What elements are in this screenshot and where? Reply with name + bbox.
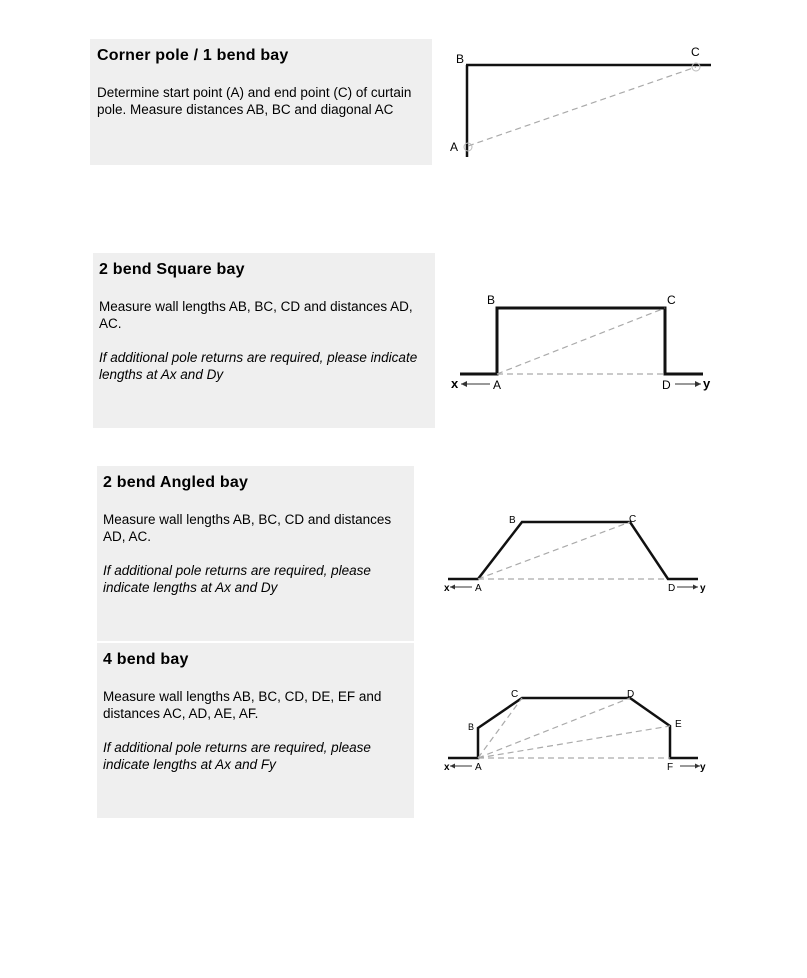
square-bay-diagram [445, 290, 725, 400]
label-c: C [691, 45, 700, 59]
label-e: E [675, 719, 682, 730]
section-note: If additional pole returns are required, please indicate lengths at Ax and Fy [103, 740, 371, 772]
arrowhead-x [450, 764, 455, 769]
arrowhead-x [461, 381, 467, 387]
label-x: x [444, 583, 450, 594]
section-description: Measure wall lengths AB, BC, CD and distances AD, AC. [99, 299, 413, 331]
bay-walls [448, 522, 698, 579]
label-a: A [475, 762, 482, 773]
label-d: D [662, 378, 671, 392]
section-title: 2 bend Angled bay [103, 474, 249, 491]
label-y: y [703, 376, 711, 391]
label-b: B [509, 515, 516, 526]
four-bend-bay-diagram [440, 680, 720, 780]
section-note: If additional pole returns are required, please indicate lengths at Ax and Dy [103, 563, 371, 595]
corner-pole-diagram [440, 40, 720, 170]
label-c: C [667, 293, 676, 307]
section-square-bay [93, 253, 435, 428]
label-c: C [629, 514, 637, 525]
label-c: C [511, 689, 519, 700]
arrowhead-x [450, 585, 455, 590]
label-b: B [456, 52, 465, 66]
label-d: D [668, 583, 676, 594]
label-y: y [700, 762, 706, 773]
distance-ac [497, 308, 665, 374]
arrowhead-y [695, 381, 701, 387]
label-f: F [667, 762, 674, 773]
label-b: B [468, 722, 475, 732]
distance-ae [478, 726, 670, 758]
label-x: x [451, 376, 459, 391]
label-a: A [475, 583, 482, 594]
section-angled-bay [97, 466, 414, 641]
angled-bay-diagram [440, 505, 720, 605]
section-corner-pole [90, 39, 432, 165]
diagonal-ac [468, 67, 696, 146]
section-description: Measure wall lengths AB, BC, CD and distances AD, AC. [103, 512, 392, 544]
section-note: If additional pole returns are required, please indicate lengths at Ax and Dy [99, 350, 418, 382]
section-title: 2 bend Square bay [99, 261, 245, 278]
section-four-bend-bay [97, 643, 414, 818]
label-y: y [700, 583, 706, 594]
label-a: A [493, 378, 502, 392]
label-d: D [627, 689, 635, 700]
arrowhead-y [693, 585, 698, 590]
distance-ad [478, 698, 630, 758]
label-b: B [487, 293, 496, 307]
section-title: 4 bend bay [103, 651, 189, 668]
label-x: x [444, 762, 450, 773]
section-title: Corner pole / 1 bend bay [97, 47, 289, 64]
label-a: A [450, 140, 459, 154]
section-description: Determine start point (A) and end point (C) of curtain pole. Measure distances AB, BC and diagonal AC [97, 85, 412, 117]
section-description: Measure wall lengths AB, BC, CD, DE, EF and distances AC, AD, AE, AF. [103, 689, 382, 721]
